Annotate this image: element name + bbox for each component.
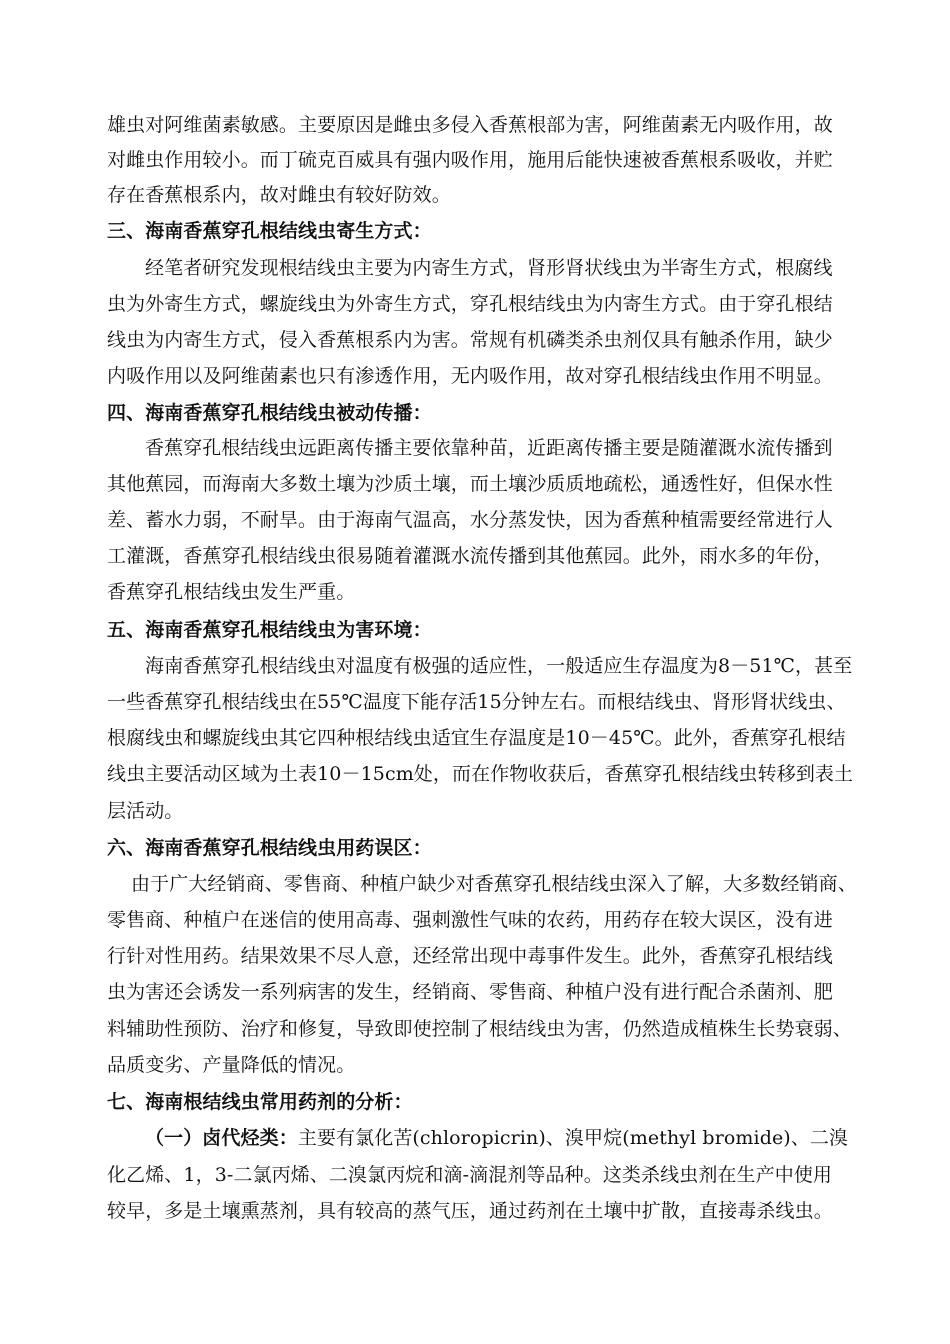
body-text-line: 其他蕉园，而海南大多数土壤为沙质土壤，而土壤沙质质地疏松，通透性好，但保水性 — [107, 473, 833, 495]
body-text-line: 零售商、种植户在迷信的使用高毒、强刺激性气味的农药，用药存在较大误区，没有进 — [107, 909, 833, 931]
section-heading: 七、海南根结线虫常用药剂的分析： — [107, 1091, 413, 1113]
body-text-line: 虫为害还会诱发一系列病害的发生，经销商、零售商、种植户没有进行配合杀菌剂、肥 — [107, 981, 833, 1003]
subsection-label: （一）卤代烃类： — [145, 1127, 298, 1149]
body-text-line: 线虫为内寄生方式，侵入香蕉根系内为害。常规有机磷类杀虫剂仅具有触杀作用，缺少 — [107, 329, 833, 351]
body-text-line: 内吸作用以及阿维菌素也只有渗透作用，无内吸作用，故对穿孔根结线虫作用不明显。 — [107, 365, 833, 387]
body-text-line: 虫为外寄生方式，螺旋线虫为外寄生方式，穿孔根结线虫为内寄生方式。由于穿孔根结 — [107, 293, 833, 315]
body-text-line: 香蕉穿孔根结线虫远距离传播主要依靠种苗，近距离传播主要是随灌溉水流传播到 — [145, 437, 833, 459]
body-text-line: 较早，多是土壤熏蒸剂，具有较高的蒸气压，通过药剂在土壤中扩散，直接毒杀线虫。 — [107, 1200, 833, 1222]
body-text-line: 化乙烯、1，3-二氯丙烯、二溴氯丙烷和滴-滴混剂等品种。这类杀线虫剂在生产中使用 — [107, 1164, 833, 1186]
body-text-line: 根腐线虫和螺旋线虫其它四种根结线虫适宜生存温度是10－45℃。此外，香蕉穿孔根结 — [107, 727, 846, 749]
body-text-line: 经笔者研究发现根结线虫主要为内寄生方式，肾形肾状线虫为半寄生方式，根腐线 — [145, 257, 833, 279]
body-text-line: 香蕉穿孔根结线虫发生严重。 — [107, 581, 356, 603]
body-text-line: 工灌溉，香蕉穿孔根结线虫很易随着灌溉水流传播到其他蕉园。此外，雨水多的年份， — [107, 545, 833, 567]
body-text-line: 层活动。 — [107, 800, 184, 822]
section-heading: 四、海南香蕉穿孔根结线虫被动传播： — [107, 402, 432, 424]
body-text-line: 差、蓄水力弱，不耐旱。由于海南气温高，水分蒸发快，因为香蕉种植需要经常进行人 — [107, 509, 833, 531]
body-text-line — [145, 1126, 848, 1150]
body-text-line: 由于广大经销商、零售商、种植户缺少对香蕉穿孔根结线虫深入了解，大多数经销商、 — [131, 873, 857, 895]
section-heading: 六、海南香蕉穿孔根结线虫用药误区： — [107, 837, 432, 859]
section-heading: 三、海南香蕉穿孔根结线虫寄生方式： — [107, 220, 432, 242]
body-text-span: 主要有氯化苦(chloropicrin)、溴甲烷(methyl bromide)、二溴 — [297, 1127, 849, 1149]
body-text-line: 料辅助性预防、治疗和修复，导致即使控制了根结线虫为害，仍然造成植株生长势衰弱、 — [107, 1018, 852, 1040]
body-text-line: 一些香蕉穿孔根结线虫在55℃温度下能存活15分钟左右。而根结线虫、肾形肾状线虫、 — [107, 691, 846, 713]
body-text-line: 品质变劣、产量降低的情况。 — [107, 1054, 356, 1076]
body-text-line: 海南香蕉穿孔根结线虫对温度有极强的适应性，一般适应生存温度为8－51℃，甚至 — [145, 655, 853, 677]
section-heading: 五、海南香蕉穿孔根结线虫为害环境： — [107, 619, 432, 641]
body-text-line: 对雌虫作用较小。而丁硫克百威具有强内吸作用，施用后能快速被香蕉根系吸收，并贮 — [107, 149, 833, 171]
body-text-line: 雄虫对阿维菌素敏感。主要原因是雌虫多侵入香蕉根部为害，阿维菌素无内吸作用，故 — [107, 114, 833, 136]
body-text-line: 存在香蕉根系内，故对雌虫有较好防效。 — [107, 184, 451, 206]
body-text-line: 线虫主要活动区域为土表10－15cm处，而在作物收获后，香蕉穿孔根结线虫转移到表土 — [107, 763, 854, 785]
body-text-line: 行针对性用药。结果效果不尽人意，还经常出现中毒事件发生。此外，香蕉穿孔根结线 — [107, 945, 833, 967]
